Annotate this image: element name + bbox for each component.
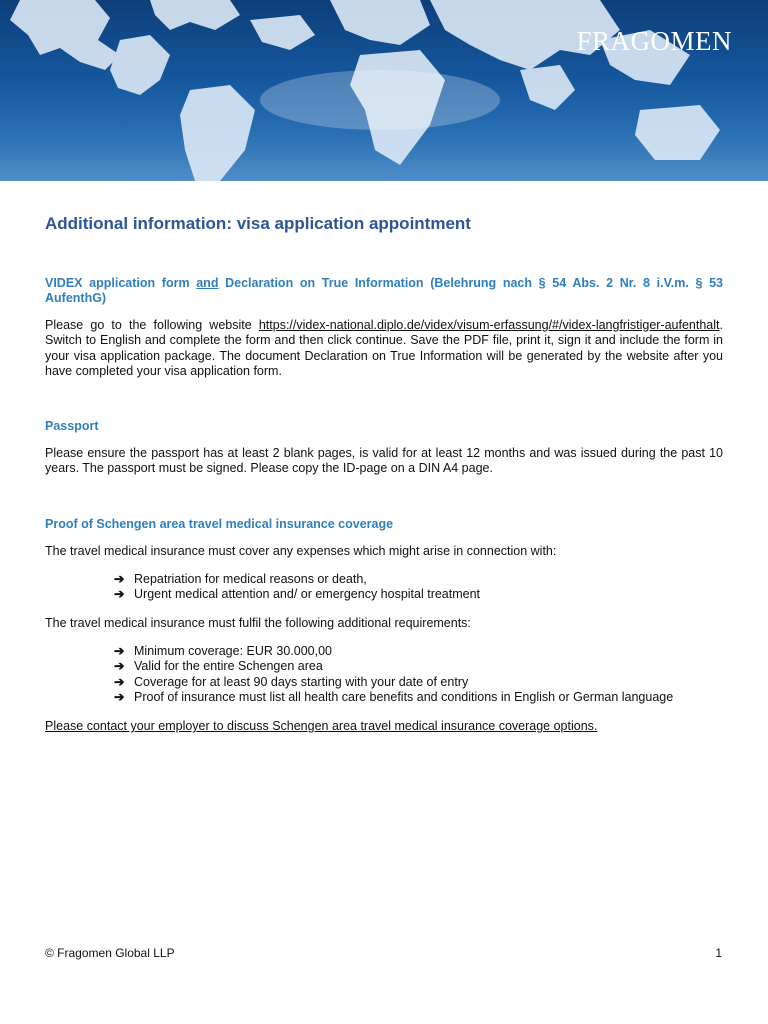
list-item: ➔ Urgent medical attention and/ or emergency hospital treatment — [114, 587, 481, 602]
page-title: Additional information: visa application appointment — [45, 214, 471, 233]
fragomen-logo: FRAGOMEN — [576, 26, 732, 56]
insurance-list-2 — [114, 644, 673, 705]
arrow-icon: ➔ — [114, 644, 125, 658]
arrow-icon: ➔ — [114, 572, 125, 586]
section-heading-passport: Passport — [45, 419, 99, 433]
insurance-intro-2: The travel medical insurance must fulfil the following additional requirements: — [45, 616, 471, 630]
list-item: ➔ Repatriation for medical reasons or death, — [114, 572, 367, 586]
insurance-intro-1: The travel medical insurance must cover any expenses which might arise in connection with: — [45, 544, 557, 558]
footer-copyright: © Fragomen Global LLP — [45, 946, 175, 960]
passport-paragraph: Please ensure the passport has at least 2 blank pages, is valid for at least 12 months and was issued during the past 10 years. The passport must be signed. Please copy the ID-page on a DIN A4 page. — [45, 446, 723, 476]
arrow-icon: ➔ — [114, 689, 125, 704]
videx-link[interactable]: https://videx-national.diplo.de/videx/visum-erfassung/#/videx-langfristiger-aufenthalt — [258, 318, 720, 332]
videx-paragraph: Please go to the following website https://videx-national.diplo.de/videx/visum-erfassung/#/videx-langfristiger-aufenthalt. Switch to English and complete the form and then click continue. Save the PDF file, print it, sign it and include the form in your visa application package. The document Declaration on True Information will be generated by the website after you have completed your visa application form. — [45, 318, 723, 378]
arrow-icon: ➔ — [114, 587, 125, 602]
page-number: 1 — [715, 946, 722, 960]
list-item: ➔ Proof of insurance must list all health care benefits and conditions in English or German language — [114, 689, 674, 704]
list-item: ➔ Coverage for at least 90 days starting with your date of entry — [114, 674, 469, 689]
section-heading-insurance: Proof of Schengen area travel medical insurance coverage — [45, 517, 394, 531]
insurance-closing: Please contact your employer to discuss Schengen area travel medical insurance coverage options. — [45, 719, 598, 733]
arrow-icon: ➔ — [114, 659, 125, 674]
header-banner — [0, 0, 768, 181]
arrow-icon: ➔ — [114, 674, 125, 689]
list-item: ➔ Minimum coverage: EUR 30.000,00 — [114, 644, 333, 658]
section-heading-videx: VIDEX application form and Declaration on True Information (Belehrung nach § 54 Abs. 2 Nr. 8 i.V.m. § 53 AufenthG) — [45, 276, 724, 306]
list-item: ➔ Valid for the entire Schengen area — [114, 659, 323, 674]
insurance-list-1 — [114, 572, 480, 603]
